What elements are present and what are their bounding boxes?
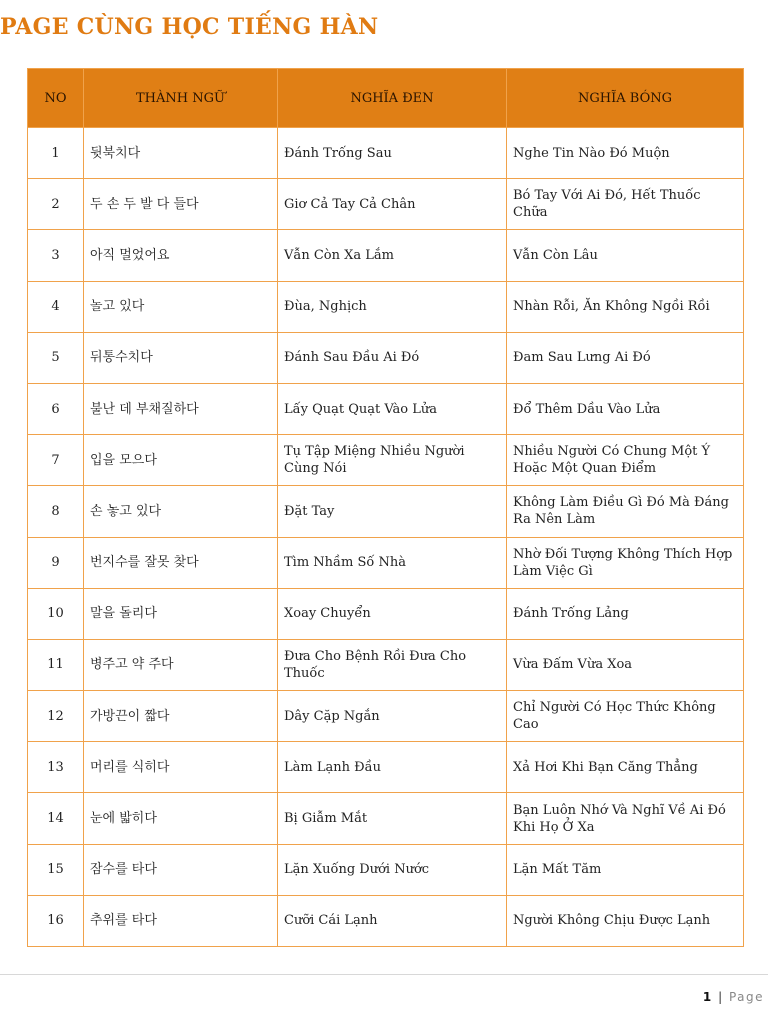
header-idiom: THÀNH NGỮ	[84, 69, 278, 128]
header-no: NO	[28, 69, 84, 128]
table-row	[28, 281, 744, 332]
table-row	[28, 383, 744, 434]
cell-no: 12	[28, 691, 84, 742]
cell-figurative: Bó Tay Với Ai Đó, Hết Thuốc Chữa	[507, 179, 744, 230]
cell-literal: Giơ Cả Tay Cả Chân	[278, 179, 507, 230]
cell-idiom: 입을 모으다	[84, 435, 278, 486]
footer-separator: |	[718, 990, 724, 1004]
cell-literal: Xoay Chuyển	[278, 588, 507, 639]
footer-divider	[0, 974, 768, 975]
cell-idiom: 머리를 식히다	[84, 742, 278, 793]
cell-no: 13	[28, 742, 84, 793]
cell-literal: Đánh Trống Sau	[278, 128, 507, 179]
cell-literal: Lặn Xuống Dưới Nước	[278, 844, 507, 895]
cell-figurative: Xả Hơi Khi Bạn Căng Thẳng	[507, 742, 744, 793]
idioms-table	[27, 68, 744, 947]
cell-no: 10	[28, 588, 84, 639]
page-label: Page	[728, 990, 764, 1004]
cell-figurative: Lặn Mất Tăm	[507, 844, 744, 895]
table-row	[28, 691, 744, 742]
cell-no: 2	[28, 179, 84, 230]
cell-figurative: Vừa Đấm Vừa Xoa	[507, 639, 744, 690]
cell-idiom: 번지수를 잘못 찾다	[84, 537, 278, 588]
cell-figurative: Đam Sau Lưng Ai Đó	[507, 332, 744, 383]
cell-figurative: Người Không Chịu Được Lạnh	[507, 895, 744, 946]
cell-figurative: Nhờ Đối Tượng Không Thích Hợp Làm Việc Gì	[507, 537, 744, 588]
cell-idiom: 두 손 두 발 다 들다	[84, 179, 278, 230]
cell-figurative: Vẫn Còn Lâu	[507, 230, 744, 281]
cell-literal: Đặt Tay	[278, 486, 507, 537]
cell-no: 8	[28, 486, 84, 537]
page-title: PAGE CÙNG HỌC TIẾNG HÀN	[0, 14, 379, 40]
cell-literal: Đưa Cho Bệnh Rồi Đưa Cho Thuốc	[278, 639, 507, 690]
cell-no: 9	[28, 537, 84, 588]
table-row	[28, 639, 744, 690]
cell-idiom: 아직 멀었어요	[84, 230, 278, 281]
table-row	[28, 844, 744, 895]
table-header	[28, 69, 744, 128]
header-literal: NGHĨA ĐEN	[278, 69, 507, 128]
cell-literal: Tìm Nhầm Số Nhà	[278, 537, 507, 588]
table-row	[28, 230, 744, 281]
cell-idiom: 불난 데 부채질하다	[84, 383, 278, 434]
cell-idiom: 놀고 있다	[84, 281, 278, 332]
page-footer	[703, 990, 764, 1004]
cell-literal: Đùa, Nghịch	[278, 281, 507, 332]
page-number: 1	[702, 990, 713, 1004]
cell-literal: Làm Lạnh Đầu	[278, 742, 507, 793]
cell-literal: Vẫn Còn Xa Lắm	[278, 230, 507, 281]
cell-figurative: Đánh Trống Lảng	[507, 588, 744, 639]
cell-literal: Dây Cặp Ngắn	[278, 691, 507, 742]
table-row	[28, 332, 744, 383]
table-row	[28, 588, 744, 639]
cell-literal: Lấy Quạt Quạt Vào Lửa	[278, 383, 507, 434]
cell-literal: Bị Giẫm Mắt	[278, 793, 507, 844]
cell-idiom: 병주고 약 주다	[84, 639, 278, 690]
cell-figurative: Đổ Thêm Dầu Vào Lửa	[507, 383, 744, 434]
cell-no: 14	[28, 793, 84, 844]
cell-literal: Cưỡi Cái Lạnh	[278, 895, 507, 946]
table-row	[28, 742, 744, 793]
cell-figurative: Không Làm Điều Gì Đó Mà Đáng Ra Nên Làm	[507, 486, 744, 537]
cell-idiom: 눈에 밟히다	[84, 793, 278, 844]
table-body	[28, 128, 744, 947]
table-row	[28, 793, 744, 844]
cell-no: 1	[28, 128, 84, 179]
cell-figurative: Bạn Luôn Nhớ Và Nghĩ Về Ai Đó Khi Họ Ở Xa	[507, 793, 744, 844]
table-row	[28, 486, 744, 537]
table-row	[28, 895, 744, 946]
cell-no: 6	[28, 383, 84, 434]
cell-idiom: 뒤통수치다	[84, 332, 278, 383]
table-row	[28, 435, 744, 486]
cell-idiom: 가방끈이 짧다	[84, 691, 278, 742]
cell-figurative: Nhàn Rỗi, Ăn Không Ngồi Rồi	[507, 281, 744, 332]
cell-figurative: Nhiều Người Có Chung Một Ý Hoặc Một Quan Điểm	[507, 435, 744, 486]
cell-idiom: 말을 돌리다	[84, 588, 278, 639]
cell-no: 16	[28, 895, 84, 946]
table-row	[28, 537, 744, 588]
cell-literal: Đánh Sau Đầu Ai Đó	[278, 332, 507, 383]
cell-no: 4	[28, 281, 84, 332]
cell-idiom: 뒷북치다	[84, 128, 278, 179]
header-figurative: NGHĨA BÓNG	[507, 69, 744, 128]
cell-figurative: Chỉ Người Có Học Thức Không Cao	[507, 691, 744, 742]
cell-no: 3	[28, 230, 84, 281]
table-row	[28, 179, 744, 230]
cell-literal: Tụ Tập Miệng Nhiều Người Cùng Nói	[278, 435, 507, 486]
cell-no: 5	[28, 332, 84, 383]
cell-idiom: 추위를 타다	[84, 895, 278, 946]
cell-no: 15	[28, 844, 84, 895]
table-row	[28, 128, 744, 179]
cell-idiom: 잠수를 타다	[84, 844, 278, 895]
cell-no: 7	[28, 435, 84, 486]
cell-idiom: 손 놓고 있다	[84, 486, 278, 537]
cell-figurative: Nghe Tin Nào Đó Muộn	[507, 128, 744, 179]
cell-no: 11	[28, 639, 84, 690]
